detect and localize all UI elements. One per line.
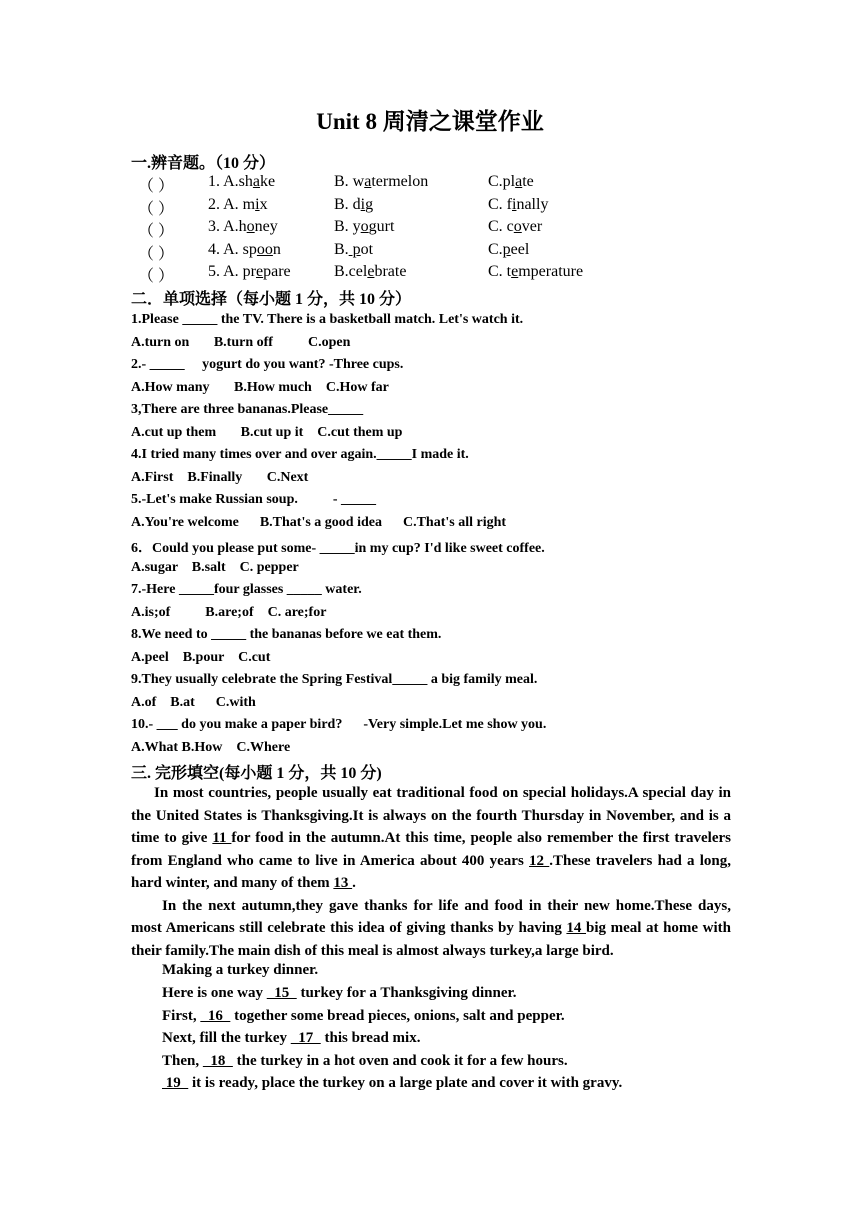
option-c: C. finally <box>488 196 549 213</box>
option-b: B. dig <box>334 196 374 213</box>
option-c: C.plate <box>488 173 534 190</box>
question-text: 3,There are three bananas.Please_____ <box>131 402 364 417</box>
cloze-line-17: Next, fill the turkey 17 this bread mix. <box>162 1030 421 1046</box>
option-c: C.peel <box>488 241 530 258</box>
option-b: B. pot <box>334 241 374 258</box>
option-a: 4. A. spoon <box>208 241 281 258</box>
answer-options: A.First B.Finally C.Next <box>131 469 309 485</box>
question-text: 6．Could you please put some- _____in my cup? I'd like sweet coffee. <box>131 541 545 556</box>
option-a: 1. A.shake <box>208 173 276 190</box>
answer-options: A.of B.at C.with <box>131 694 256 710</box>
answer-bracket: （ ） <box>138 246 175 263</box>
question-text: 5.-Let's make Russian soup. - _____ <box>131 492 377 507</box>
option-b: B.celebrate <box>334 263 407 280</box>
blank-16[interactable]: 16 <box>200 1008 231 1024</box>
cloze-line-16: First, 16 together some bread pieces, onions, salt and pepper. <box>162 1008 565 1024</box>
answer-options: A.cut up them B.cut up it C.cut them up <box>131 424 403 440</box>
option-c: C. temperature <box>488 263 584 280</box>
answer-options: A.You're welcome B.That's a good idea C.That's all right <box>131 514 507 530</box>
option-c: C. cover <box>488 218 543 235</box>
question-text: 7.-Here _____four glasses _____ water. <box>131 582 362 597</box>
option-a: 2. A. mix <box>208 196 268 213</box>
answer-options: A.How many B.How much C.How far <box>131 379 389 395</box>
answer-options: A.What B.How C.Where <box>131 739 291 755</box>
option-a: 5. A. prepare <box>208 263 291 280</box>
answer-options: A.turn on B.turn off C.open <box>131 334 351 350</box>
section2-heading: 二．单项选择（每小题 1 分，共 10 分） <box>131 291 412 308</box>
blank-13[interactable]: 13 <box>333 875 353 891</box>
answer-bracket: （ ） <box>138 201 175 218</box>
cloze-line-making: Making a turkey dinner. <box>162 962 319 978</box>
answer-options: A.peel B.pour C.cut <box>131 649 271 665</box>
cloze-paragraph-1: In most countries, people usually eat traditional food on special holidays.A special day in the United States is Thanksgiving.It is always on the fourth Thursday in November, and is a time to give 11 for food in the autumn.At this time, people also remember the first travelers from England who came to live in America about 400 years 12 .These travelers had a long, hard winter, and many of them 13 . In the next autumn,they gave thanks for life and food in their new home.These days, most Americans still celebrate this idea of giving thanks by having 14 big meal at home with their family.The main dish of this meal is almost always turkey,a large bird. <box>131 785 732 959</box>
blank-12[interactable]: 12 <box>529 852 550 869</box>
answer-bracket: （ ） <box>138 178 175 195</box>
question-text: 9.They usually celebrate the Spring Festival_____ a big family meal. <box>131 672 538 687</box>
blank-14[interactable]: 14 <box>566 920 587 936</box>
cloze-line-18: Then, 18 the turkey in a hot oven and cook it for a few hours. <box>162 1053 568 1069</box>
question-text: 1.Please _____ the TV. There is a basketball match. Let's watch it. <box>131 312 524 327</box>
page-title: Unit 8 周清之课堂作业 <box>316 109 544 134</box>
question-text: 2.- _____ yogurt do you want? -Three cups. <box>131 357 404 372</box>
cloze-line-19: 19 it is ready, place the turkey on a large plate and cover it with gravy. <box>162 1075 623 1091</box>
blank-19[interactable]: 19 <box>162 1075 189 1091</box>
option-b: B. yogurt <box>334 218 395 235</box>
section1-heading: 一.辨音题。（10 分） <box>131 155 276 172</box>
cloze-line-15: Here is one way 15 turkey for a Thanksgiving dinner. <box>162 985 517 1001</box>
answer-bracket: （ ） <box>138 223 175 240</box>
answer-options: A.is;of B.are;of C. are;for <box>131 604 327 620</box>
blank-15[interactable]: 15 <box>266 985 297 1001</box>
answer-bracket: （ ） <box>138 268 175 285</box>
section3-heading: 三. 完形填空(每小题 1 分，共 10 分) <box>131 765 382 782</box>
question-text: 4.I tried many times over and over again._____I made it. <box>131 447 469 462</box>
option-a: 3. A.honey <box>208 218 278 235</box>
blank-17[interactable]: 17 <box>290 1030 321 1046</box>
question-text: 10.- ___ do you make a paper bird? -Very simple.Let me show you. <box>131 717 547 732</box>
question-text: 8.We need to _____ the bananas before we eat them. <box>131 627 442 642</box>
blank-11[interactable]: 11 <box>212 830 232 846</box>
answer-options: A.sugar B.salt C. pepper <box>131 559 299 575</box>
option-b: B. watermelon <box>334 173 429 190</box>
blank-18[interactable]: 18 <box>202 1053 233 1069</box>
